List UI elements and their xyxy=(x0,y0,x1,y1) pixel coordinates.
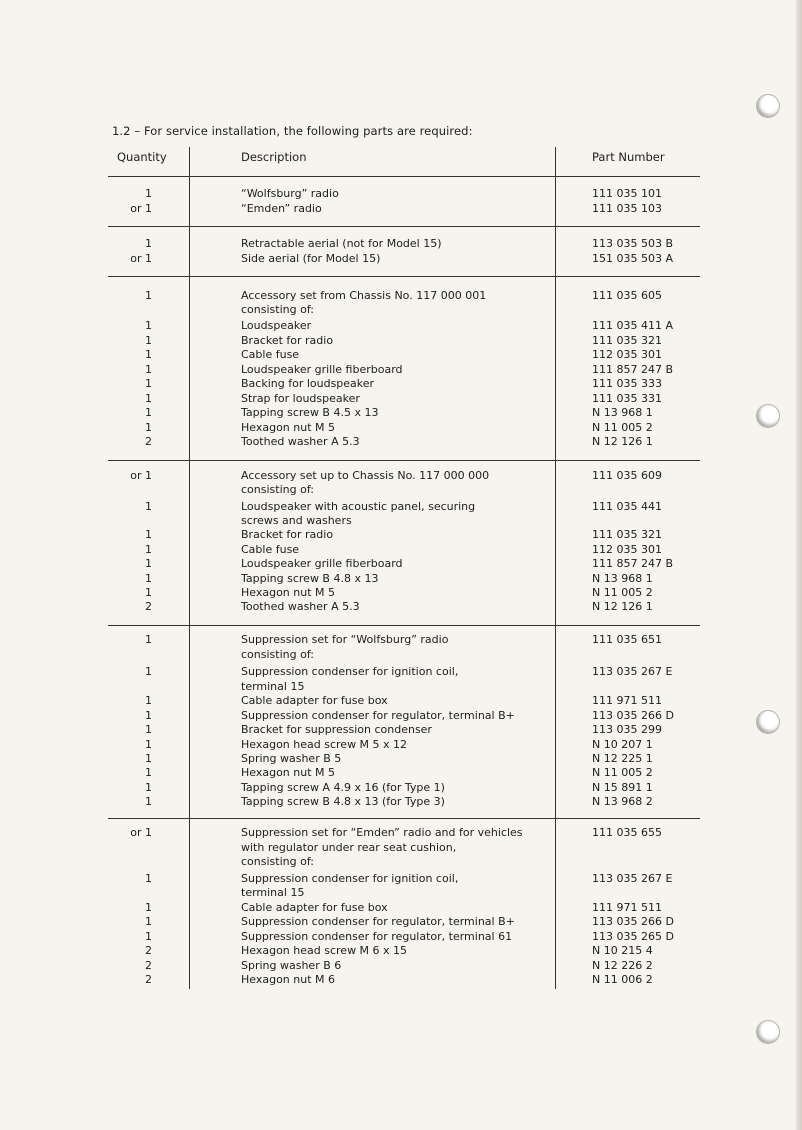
part-number-cell: 112 035 301 xyxy=(592,543,662,556)
table-row xyxy=(108,333,700,348)
quantity-cell: 1 xyxy=(145,781,152,794)
part-number-cell: 113 035 267 E xyxy=(592,665,673,678)
table-row xyxy=(108,405,700,420)
quantity-cell: or 1 xyxy=(130,469,152,482)
quantity-cell: 1 xyxy=(145,709,152,722)
part-number-cell: 112 035 301 xyxy=(592,348,662,361)
table-row xyxy=(108,362,700,377)
quantity-cell: 1 xyxy=(145,795,152,808)
description-cell: Loudspeaker xyxy=(241,319,312,332)
table-row xyxy=(108,288,700,303)
part-number-cell: N 10 215 4 xyxy=(592,944,653,957)
table-row xyxy=(108,251,700,266)
quantity-cell: 2 xyxy=(145,973,152,986)
table-row xyxy=(108,914,700,929)
part-number-cell: N 12 226 2 xyxy=(592,959,653,972)
header-description: Description xyxy=(241,150,307,164)
table-row xyxy=(108,542,700,557)
part-number-cell: 111 035 101 xyxy=(592,187,662,200)
description-cell: Cable adapter for fuse box xyxy=(241,694,388,707)
description-cell: Bracket for radio xyxy=(241,528,334,541)
part-number-cell: 113 035 266 D xyxy=(592,709,674,722)
part-number-cell: N 11 005 2 xyxy=(592,766,653,779)
description-cell: Cable fuse xyxy=(241,543,300,556)
table-row xyxy=(108,632,700,647)
description-cell: Tapping screw A 4.9 x 16 (for Type 1) xyxy=(241,781,445,794)
part-number-cell: 111 035 609 xyxy=(592,469,662,482)
table-row xyxy=(108,186,700,201)
table-row xyxy=(108,302,700,317)
part-number-cell: 111 035 321 xyxy=(592,334,662,347)
description-cell: screws and washers xyxy=(241,514,352,527)
table-row xyxy=(108,765,700,780)
description-cell: Retractable aerial (not for Model 15) xyxy=(241,237,442,250)
quantity-cell: 1 xyxy=(145,930,152,943)
part-number-cell: 111 857 247 B xyxy=(592,557,674,570)
table-row xyxy=(108,840,700,855)
table-row xyxy=(108,391,700,406)
description-cell: Loudspeaker grille fiberboard xyxy=(241,557,403,570)
part-number-cell: N 13 968 1 xyxy=(592,406,653,419)
table-row xyxy=(108,825,700,840)
quantity-cell: 1 xyxy=(145,289,152,302)
part-number-cell: 113 035 299 xyxy=(592,723,662,736)
quantity-cell: 1 xyxy=(145,348,152,361)
table-row xyxy=(108,527,700,542)
table-row xyxy=(108,468,700,483)
description-cell: Hexagon nut M 5 xyxy=(241,421,336,434)
description-cell: Cable fuse xyxy=(241,348,300,361)
table-row xyxy=(108,318,700,333)
description-cell: “Emden” radio xyxy=(241,202,322,215)
quantity-cell: 1 xyxy=(145,915,152,928)
description-cell: Loudspeaker grille fiberboard xyxy=(241,363,403,376)
description-cell: Suppression set for “Wolfsburg” radio xyxy=(241,633,449,646)
description-cell: Tapping screw B 4.8 x 13 (for Type 3) xyxy=(241,795,445,808)
section-rule xyxy=(108,625,700,626)
description-cell: Suppression condenser for regulator, terminal B+ xyxy=(241,915,515,928)
quantity-cell: 1 xyxy=(145,392,152,405)
description-cell: Hexagon nut M 5 xyxy=(241,766,336,779)
part-number-cell: 111 035 333 xyxy=(592,377,662,390)
part-number-cell: N 11 005 2 xyxy=(592,421,653,434)
punch-hole xyxy=(756,404,780,428)
quantity-cell: 1 xyxy=(145,901,152,914)
table-row xyxy=(108,513,700,528)
table-row xyxy=(108,708,700,723)
quantity-cell: 1 xyxy=(145,752,152,765)
quantity-cell: 1 xyxy=(145,237,152,250)
description-cell: Spring washer B 5 xyxy=(241,752,342,765)
table-row xyxy=(108,664,700,679)
table-row xyxy=(108,556,700,571)
part-number-cell: 111 035 103 xyxy=(592,202,662,215)
table-row xyxy=(108,679,700,694)
table-row xyxy=(108,780,700,795)
quantity-cell: 1 xyxy=(145,363,152,376)
part-number-cell: 113 035 265 D xyxy=(592,930,674,943)
part-number-cell: 111 035 655 xyxy=(592,826,662,839)
description-cell: Loudspeaker with acoustic panel, securing xyxy=(241,500,476,513)
table-row xyxy=(108,958,700,973)
part-number-cell: N 12 225 1 xyxy=(592,752,653,765)
part-number-cell: 111 035 411 A xyxy=(592,319,674,332)
table-row xyxy=(108,885,700,900)
page-edge xyxy=(796,0,802,1130)
description-cell: consisting of: xyxy=(241,483,315,496)
quantity-cell: 1 xyxy=(145,633,152,646)
quantity-cell: 1 xyxy=(145,738,152,751)
quantity-cell: 1 xyxy=(145,528,152,541)
description-cell: terminal 15 xyxy=(241,680,305,693)
description-cell: Tapping screw B 4.5 x 13 xyxy=(241,406,379,419)
part-number-cell: 151 035 503 A xyxy=(592,252,674,265)
table-row xyxy=(108,693,700,708)
description-cell: with regulator under rear seat cushion, xyxy=(241,841,457,854)
part-number-cell: N 12 126 1 xyxy=(592,600,653,613)
description-cell: Cable adapter for fuse box xyxy=(241,901,388,914)
part-number-cell: N 11 005 2 xyxy=(592,586,653,599)
description-cell: Bracket for suppression condenser xyxy=(241,723,432,736)
description-cell: Suppression condenser for ignition coil, xyxy=(241,872,459,885)
part-number-cell: 111 035 321 xyxy=(592,528,662,541)
table-row xyxy=(108,929,700,944)
header-quantity: Quantity xyxy=(117,150,167,164)
part-number-cell: 111 035 651 xyxy=(592,633,662,646)
section-title: 1.2 – For service installation, the following parts are required: xyxy=(112,124,473,138)
part-number-cell: 111 971 511 xyxy=(592,901,662,914)
section-rule xyxy=(108,226,700,227)
description-cell: Hexagon head screw M 6 x 15 xyxy=(241,944,408,957)
description-cell: Accessory set from Chassis No. 117 000 001 xyxy=(241,289,487,302)
table-row xyxy=(108,722,700,737)
description-cell: Strap for loudspeaker xyxy=(241,392,360,405)
table-row xyxy=(108,647,700,662)
quantity-cell: 1 xyxy=(145,187,152,200)
part-number-cell: 111 035 441 xyxy=(592,500,662,513)
table-row xyxy=(108,571,700,586)
part-number-cell: 111 857 247 B xyxy=(592,363,674,376)
table-row xyxy=(108,585,700,600)
table-row xyxy=(108,347,700,362)
description-cell: terminal 15 xyxy=(241,886,305,899)
quantity-cell: 2 xyxy=(145,435,152,448)
description-cell: Toothed washer A 5.3 xyxy=(241,435,360,448)
part-number-cell: 113 035 267 E xyxy=(592,872,673,885)
section-rule xyxy=(108,460,700,461)
part-number-cell: 113 035 503 B xyxy=(592,237,674,250)
part-number-cell: N 11 006 2 xyxy=(592,973,653,986)
quantity-cell: 1 xyxy=(145,334,152,347)
table-row xyxy=(108,599,700,614)
punch-hole xyxy=(756,710,780,734)
table-row xyxy=(108,420,700,435)
quantity-cell: 1 xyxy=(145,572,152,585)
description-cell: Accessory set up to Chassis No. 117 000 000 xyxy=(241,469,490,482)
table-row xyxy=(108,871,700,886)
description-cell: Bracket for radio xyxy=(241,334,334,347)
punch-hole xyxy=(756,94,780,118)
description-cell: Side aerial (for Model 15) xyxy=(241,252,381,265)
table-row xyxy=(108,499,700,514)
quantity-cell: or 1 xyxy=(130,826,152,839)
description-cell: consisting of: xyxy=(241,648,315,661)
punch-hole xyxy=(756,1020,780,1044)
description-cell: Suppression condenser for regulator, terminal B+ xyxy=(241,709,515,722)
header-rule xyxy=(108,176,700,177)
table-row xyxy=(108,482,700,497)
table-row xyxy=(108,376,700,391)
part-number-cell: N 13 968 2 xyxy=(592,795,653,808)
quantity-cell: or 1 xyxy=(130,202,152,215)
description-cell: Spring washer B 6 xyxy=(241,959,342,972)
description-cell: Backing for loudspeaker xyxy=(241,377,375,390)
quantity-cell: or 1 xyxy=(130,252,152,265)
table-row xyxy=(108,737,700,752)
part-number-cell: 111 035 605 xyxy=(592,289,662,302)
part-number-cell: 111 035 331 xyxy=(592,392,662,405)
quantity-cell: 2 xyxy=(145,944,152,957)
table-row xyxy=(108,751,700,766)
quantity-cell: 1 xyxy=(145,406,152,419)
section-rule xyxy=(108,818,700,819)
part-number-cell: N 12 126 1 xyxy=(592,435,653,448)
table-row xyxy=(108,900,700,915)
part-number-cell: 113 035 266 D xyxy=(592,915,674,928)
quantity-cell: 1 xyxy=(145,421,152,434)
quantity-cell: 1 xyxy=(145,543,152,556)
quantity-cell: 1 xyxy=(145,319,152,332)
quantity-cell: 2 xyxy=(145,600,152,613)
quantity-cell: 1 xyxy=(145,766,152,779)
description-cell: Toothed washer A 5.3 xyxy=(241,600,360,613)
description-cell: Hexagon head screw M 5 x 12 xyxy=(241,738,408,751)
description-cell: “Wolfsburg” radio xyxy=(241,187,339,200)
table-row xyxy=(108,794,700,809)
description-cell: Suppression set for “Emden” radio and for vehicles xyxy=(241,826,523,839)
description-cell: consisting of: xyxy=(241,855,315,868)
quantity-cell: 2 xyxy=(145,959,152,972)
part-number-cell: 111 971 511 xyxy=(592,694,662,707)
part-number-cell: N 13 968 1 xyxy=(592,572,653,585)
description-cell: Suppression condenser for regulator, terminal 61 xyxy=(241,930,513,943)
description-cell: Hexagon nut M 6 xyxy=(241,973,336,986)
quantity-cell: 1 xyxy=(145,665,152,678)
part-number-cell: N 10 207 1 xyxy=(592,738,653,751)
table-row xyxy=(108,434,700,449)
description-cell: consisting of: xyxy=(241,303,315,316)
quantity-cell: 1 xyxy=(145,872,152,885)
part-number-cell: N 15 891 1 xyxy=(592,781,653,794)
table-row xyxy=(108,943,700,958)
quantity-cell: 1 xyxy=(145,723,152,736)
quantity-cell: 1 xyxy=(145,694,152,707)
table-row xyxy=(108,201,700,216)
quantity-cell: 1 xyxy=(145,557,152,570)
description-cell: Hexagon nut M 5 xyxy=(241,586,336,599)
table-row xyxy=(108,236,700,251)
header-part-number: Part Number xyxy=(592,150,665,164)
quantity-cell: 1 xyxy=(145,586,152,599)
quantity-cell: 1 xyxy=(145,500,152,513)
table-row xyxy=(108,972,700,987)
section-rule xyxy=(108,276,700,277)
description-cell: Tapping screw B 4.8 x 13 xyxy=(241,572,379,585)
table-row xyxy=(108,854,700,869)
description-cell: Suppression condenser for ignition coil, xyxy=(241,665,459,678)
quantity-cell: 1 xyxy=(145,377,152,390)
